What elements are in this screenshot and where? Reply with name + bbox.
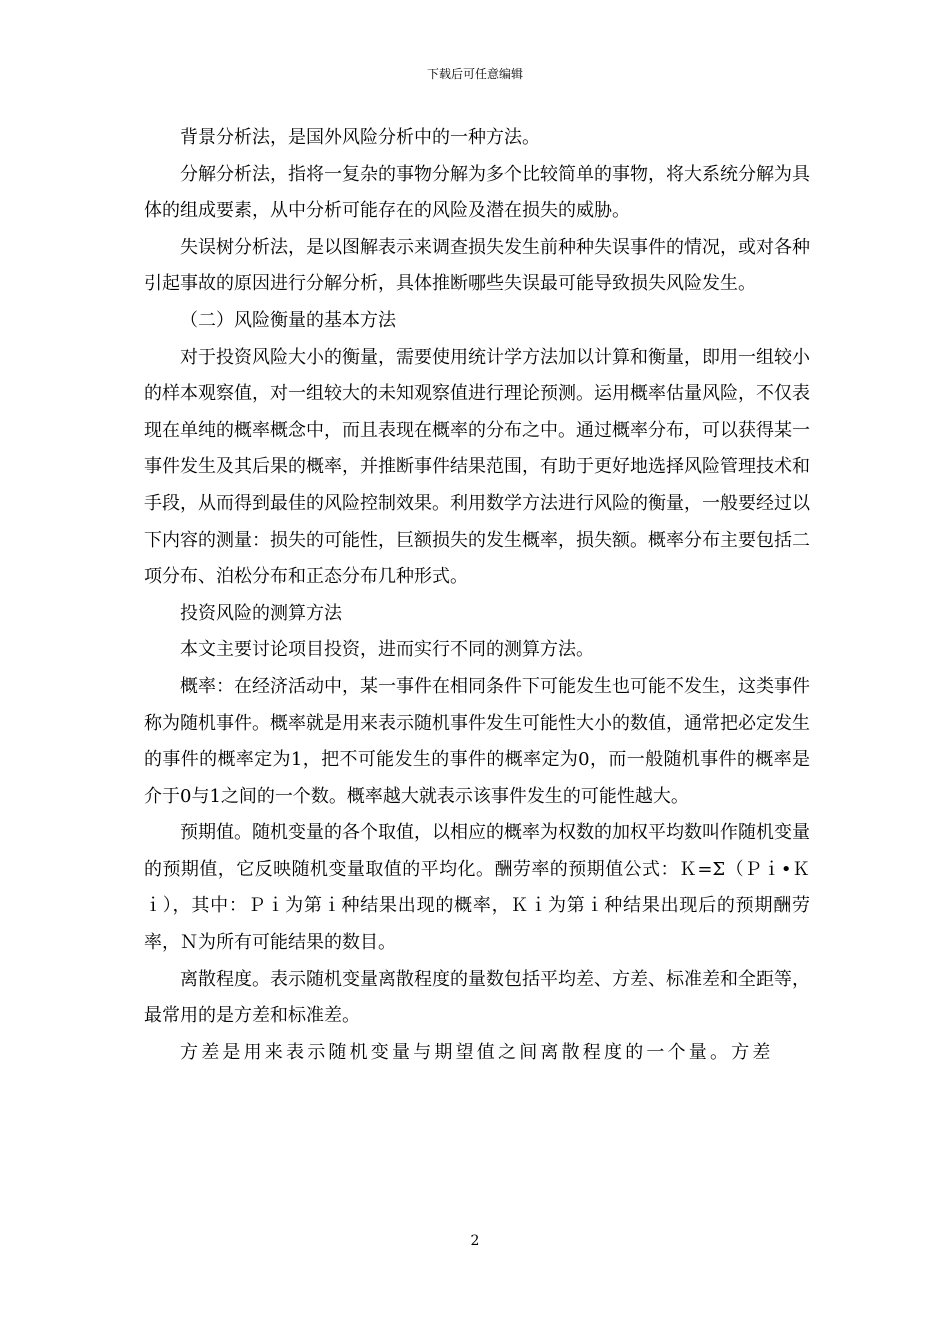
- page-header: 下载后可任意编辑: [426, 67, 523, 81]
- document-body: [144, 120, 810, 1071]
- paragraph-risk-measurement: 对于投资风险大小的衡量，需要使用统计学方法加以计算和衡量，即用一组较小的样本观察值，对一组较大的未知观察值进行理论预测。运用概率估量风险，不仅表现在单纯的概率概念中，而且表现在概率的分布之中。通过概率分布，可以获得某一事件发生及其后果的概率，并推断事件结果范围，有助于更好地选择风险管理技术和手段，从而得到最佳的风险控制效果。利用数学方法进行风险的衡量，一般要经过以下内容的测量：损失的可能性，巨额损失的发生概率，损失额。概率分布主要包括二项分布、泊松分布和正态分布几种形式。: [144, 346, 810, 588]
- paragraph-fault-tree-analysis: 失误树分析法，是以图解表示来调查损失发生前种种失误事件的情况，或对各种引起事故的原因进行分解分析，具体推断哪些失误最可能导致损失风险发生。: [144, 236, 810, 295]
- subheading-investment-risk-calculation: 投资风险的测算方法: [180, 602, 342, 624]
- paragraph-background-analysis: 背景分析法，是国外风险分析中的一种方法。: [180, 127, 540, 148]
- paragraph-dispersion: 离散程度。表示随机变量离散程度的量数包括平均差、方差、标准差和全距等，最常用的是方差和标准差。: [144, 968, 810, 1027]
- paragraph-project-investment: 本文主要讨论项目投资，进而实行不同的测算方法。: [180, 639, 594, 661]
- paragraph-decomposition-analysis: 分解分析法，指将一复杂的事物分解为多个比较简单的事物，将大系统分解为具体的组成要素，从中分析可能存在的风险及潜在损失的威胁。: [144, 163, 810, 222]
- page-number: 2: [470, 1233, 480, 1249]
- paragraph-probability: 概率：在经济活动中，某一事件在相同条件下可能发生也可能不发生，这类事件称为随机事件。概率就是用来表示随机事件发生可能性大小的数值，通常把必定发生的事件的概率定为1，把不可能发生的事件的概率定为0，而一般随机事件的概率是介于0与1之间的一个数。概率越大就表示该事件发生的可能性越大。: [144, 675, 810, 807]
- paragraph-variance: 方差是用来表示随机变量与期望值之间离散程度的一个量。方差: [180, 1041, 774, 1063]
- paragraph-expected-value: 预期值。随机变量的各个取值，以相应的概率为权数的加权平均数叫作随机变量的预期值，它反映随机变量取值的平均化。酬劳率的预期值公式：Ｋ=Σ（Ｐｉ•Ｋｉ），其中：Ｐｉ为第ｉ种结果出现的概率，Ｋｉ为第ｉ种结果出现后的预期酬劳率，Ｎ为所有可能结果的数目。: [144, 822, 810, 954]
- section-heading-risk-measurement: （二）风险衡量的基本方法: [180, 309, 396, 331]
